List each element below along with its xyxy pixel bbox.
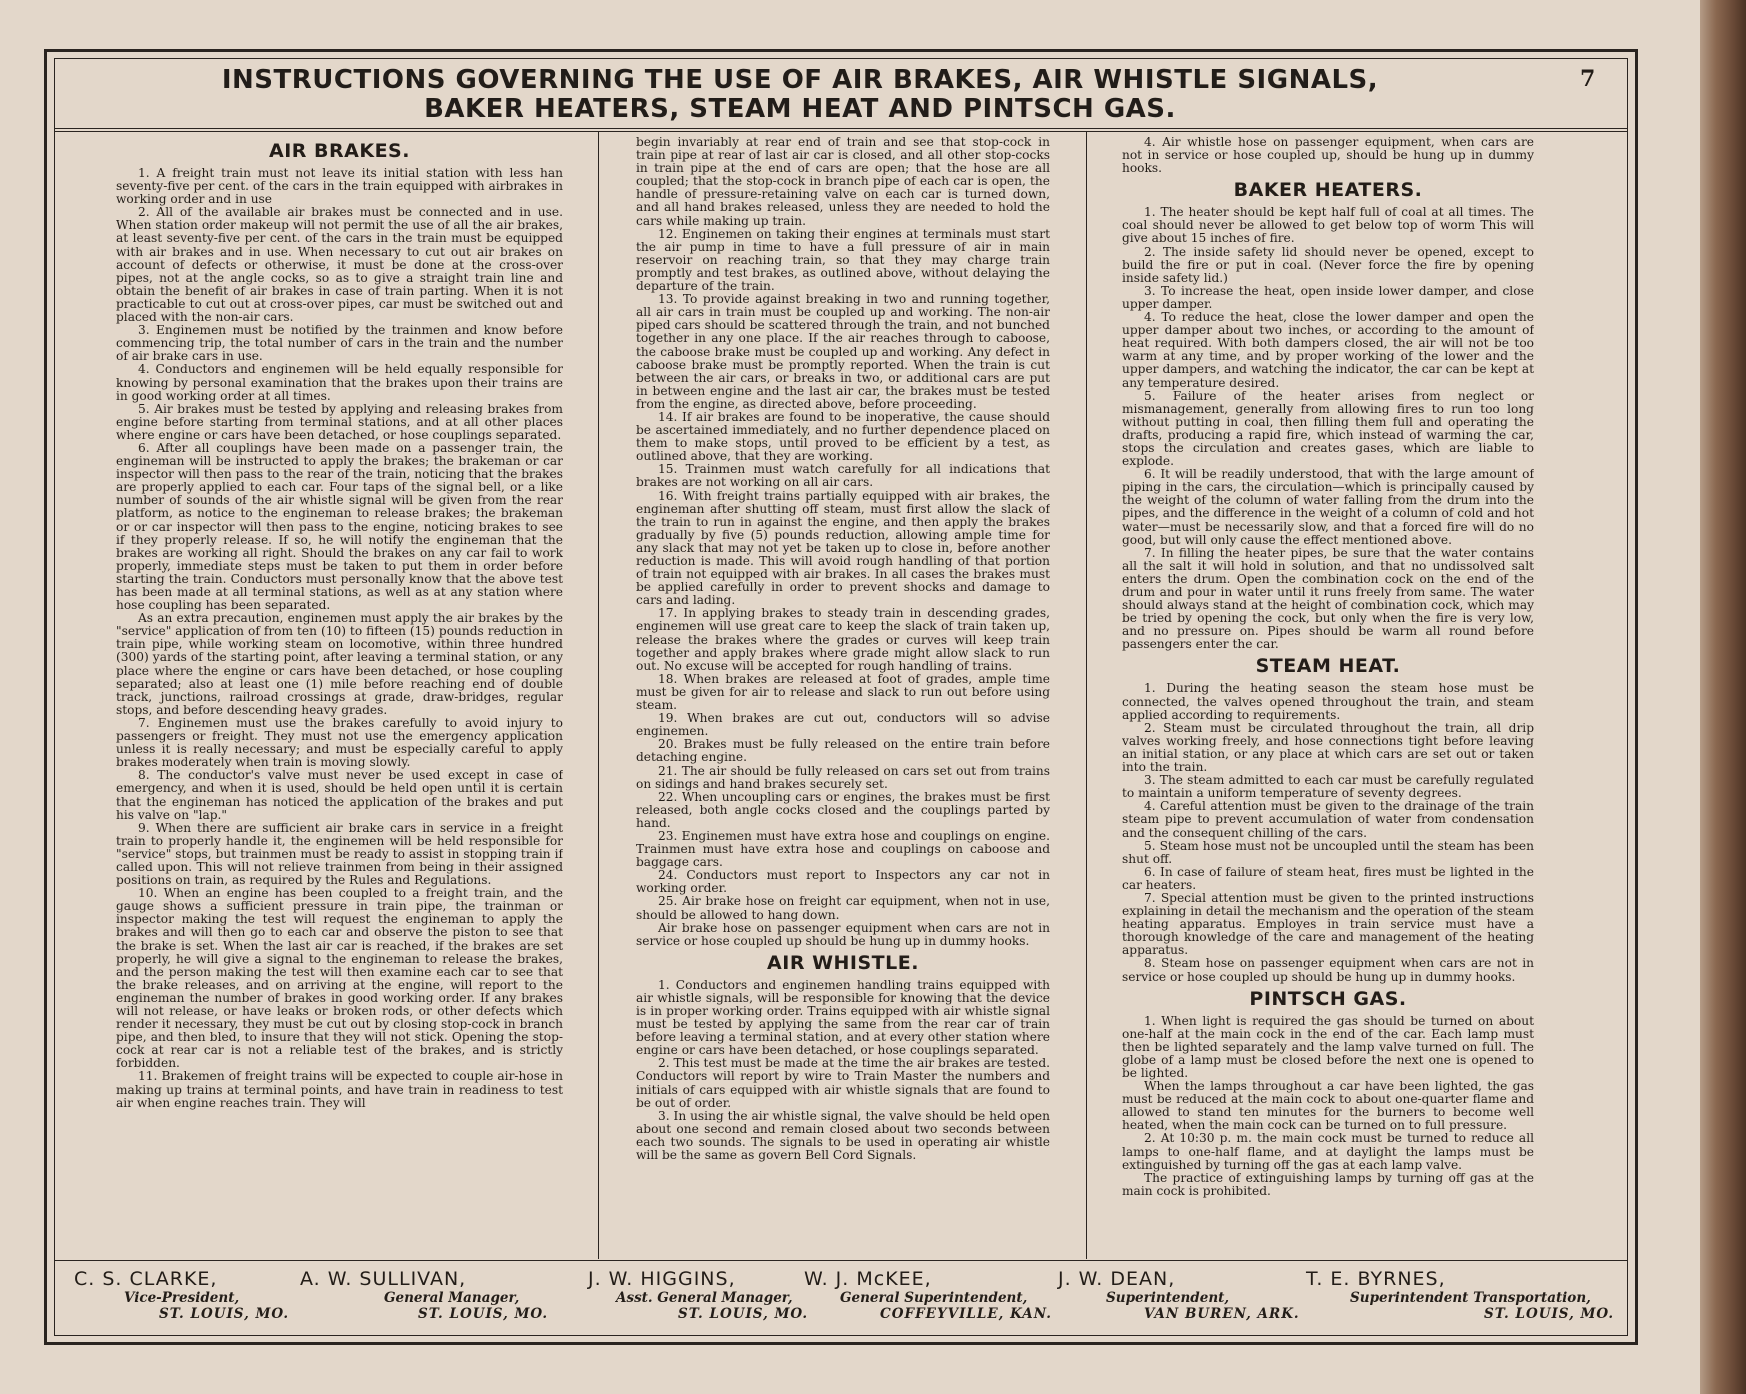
signature-name: T. E. BYRNES, xyxy=(1306,1268,1446,1290)
paragraph: 5. Failure of the heater arises from neglect or mismanagement, generally from allowing fires to run too long without putting in coal, then filling them full and operating the drafts, producing a rapid fire, which instead of warming the car, stops the circulation and creates gases, which are liable to explode. xyxy=(1122,388,1534,469)
paragraph: 7. Enginemen must use the brakes carefully to avoid injury to passengers or freight. They must not use the emergency application unless it is really necessary; and must be especially careful to apply brakes moderately when train is moving slowly. xyxy=(116,715,563,770)
paragraph: 21. The air should be fully released on cars set out from trains on sidings and hand brakes securely set. xyxy=(636,763,1050,791)
signature-city: VAN BUREN, ARK. xyxy=(1144,1306,1300,1322)
paragraph: 19. When brakes are cut out, conductors will so advise enginemen. xyxy=(636,711,1050,739)
section-heading-steam-heat: STEAM HEAT. xyxy=(1255,655,1401,678)
paragraph: 6. It will be readily understood, that with the large amount of piping in the cars, the circulation—which is principally caused by the weight of the column of water falling from the drum into the pipes, and the difference in the weight of a column of cold and hot water—must be necessarily slow, and that a forced fire will do no good, but will only cause the effect mentioned above. xyxy=(1122,467,1534,547)
paragraph: 1. During the heating season the steam hose must be connected, the valves opened throughout the train, and steam applied according to requirements. xyxy=(1122,681,1534,722)
signature-name: A. W. SULLIVAN, xyxy=(300,1268,467,1290)
steam-heat-paragraphs xyxy=(1122,682,1534,983)
column-heaters-gas xyxy=(1122,136,1534,1256)
paragraph: 7. In filling the heater pipes, be sure that the water contains all the salt it will hold in solution, and that no undissolved salt enters the drum. Open the combination cock on the end of the drum and pour in water until it runs freely from same. The water should always stand at the height of combination cock, which may be tried by opening the cock, but only when the fire is very low, and no pressure on. Pipes should be warm all round before passengers enter the car. xyxy=(1122,545,1534,652)
signature-title: Superintendent, xyxy=(1106,1290,1230,1306)
paragraph: 3. Enginemen must be notified by the trainmen and know before commencing trip, the total number of cars in the train and the number of air brake cars in use. xyxy=(116,323,563,364)
air-brakes-cont-paragraphs xyxy=(636,136,1050,948)
column-air-brakes-cont xyxy=(636,136,1050,1256)
paragraph: 7. Special attention must be given to the printed instructions explaining in detail the mechanism and the operation of the steam heating apparatus. Employes in train service must have a thorough knowledge of the care and management of the heating apparatus. xyxy=(1122,890,1534,958)
signature-clarke xyxy=(74,1268,304,1322)
book-spine xyxy=(1700,0,1746,1394)
section-heading-baker-heaters: BAKER HEATERS. xyxy=(1233,179,1423,202)
paragraph: When the lamps throughout a car have been lighted, the gas must be reduced at the main cock to about one-quarter flame and allowed to stand ten minutes for the burners to become well heated, when the main cock can be turned on to full pressure. xyxy=(1122,1079,1534,1133)
signature-mckee xyxy=(804,1268,1074,1322)
signature-name: C. S. CLARKE, xyxy=(74,1268,218,1290)
paragraph: 15. Trainmen must watch carefully for all indications that brakes are not working on all air cars. xyxy=(636,462,1050,490)
paragraph: 23. Enginemen must have extra hose and couplings on engine. Trainmen must have extra hose and couplings on caboose and baggage cars. xyxy=(636,828,1050,870)
paragraph: 6. In case of failure of steam heat, fires must be lighted in the car heaters. xyxy=(1122,864,1534,892)
paragraph: 11. Brakemen of freight trains will be expected to couple air-hose in making up trains at terminal points, and have train in readiness to test air when engine reaches train. They will xyxy=(116,1069,563,1110)
paragraph: 5. Steam hose must not be uncoupled until the steam has been shut off. xyxy=(1122,838,1534,866)
baker-heaters-paragraphs xyxy=(1122,206,1534,651)
title-divider xyxy=(54,128,1628,129)
signature-byrnes xyxy=(1300,1268,1616,1322)
section-heading-pintsch-gas: PINTSCH GAS. xyxy=(1249,987,1407,1010)
column-air-brakes xyxy=(116,136,563,1256)
paragraph: 8. The conductor's valve must never be used except in case of emergency, and when it is used, should be held open until it is certain that the engineman has noticed the application of the brakes and put his valve on "lap." xyxy=(116,768,563,822)
column-divider-2 xyxy=(1086,131,1087,1259)
paragraph: 9. When there are sufficient air brake cars in service in a freight train to properly handle it, the enginemen will be held responsible for "service" stops, but trainmen must be ready to assist in stopping train if called upon. This will not relieve trainmen from being in their assigned positions on train, as required by the Rules and Regulations. xyxy=(116,820,563,888)
signature-title: Superintendent Transportation, xyxy=(1350,1290,1591,1306)
footer-divider xyxy=(54,1260,1628,1261)
paragraph: 3. To increase the heat, open inside lower damper, and close upper damper. xyxy=(1122,283,1534,311)
title-line-1: INSTRUCTIONS GOVERNING THE USE OF AIR BRAKES, AIR WHISTLE SIGNALS, xyxy=(221,65,1379,95)
section-heading-air-whistle: AIR WHISTLE. xyxy=(767,951,919,974)
paragraph: 4. Conductors and enginemen will be held equally responsible for knowing by personal examination that the brakes upon their trains are in good working order at all times. xyxy=(116,362,563,403)
paragraph: 5. Air brakes must be tested by applying and releasing brakes from engine before starting from terminal stations, and at all other places where engine or cars have been detached, or hose couplings separated. xyxy=(116,401,563,442)
page-number: 7 xyxy=(1580,66,1596,92)
signature-city: ST. LOUIS, MO. xyxy=(678,1306,809,1322)
paragraph: As an extra precaution, enginemen must apply the air brakes by the "service" application of from ten (10) to fifteen (15) pounds reduction in train pipe, while working steam on locomotive, within three hundred (300) yards of the starting point, after leaving a terminal station, or any place where the engine or cars have been detached, or hose coupling separated; also at least one (1) mile before reaching end of double track, junctions, railroad crossings at grade, draw-bridges, regular stops, and before descending heavy grades. xyxy=(116,611,563,717)
paragraph: 4. Air whistle hose on passenger equipment, when cars are not in service or hose coupled up, should be hung up in dummy hooks. xyxy=(1122,136,1534,176)
section-heading-air-brakes: AIR BRAKES. xyxy=(269,140,410,162)
paragraph: 14. If air brakes are found to be inoperative, the cause should be ascertained immediately, and no further dependence placed on them to make stops, until proved to be efficient by a test, as outlined above, that they are working. xyxy=(636,409,1050,464)
paragraph: 10. When an engine has been coupled to a freight train, and the gauge shows a sufficient pressure in train pipe, the trainman or inspector making the test will request the engineman to apply the brakes and will then go to each car and observe the piston to see that the brake is set. When the last air car is reached, if the brakes are set properly, he will give a signal to the engineman to release the brakes, and the person making the test will then examine each car to see that the brake releases, and on arriving at the engine, will report to the engineman the number of brakes in good working order. If any brakes will not release, or have leaks or broken rods, or other defects which render it necessary, they must be cut out by closing stop-cock in branch pipe, and then bled, to insure that they will not stick. Opening the stop-cock at rear car is not a reliable test of the brakes, and is strictly forbidden. xyxy=(116,886,563,1071)
paragraph: 2. At 10:30 p. m. the main cock must be turned to reduce all lamps to one-half flame, and at daylight the lamps must be extinguished by turning off the gas at each lamp valve. xyxy=(1122,1131,1534,1172)
paragraph: 2. Steam must be circulated throughout the train, all drip valves working freely, and hose connections tight before leaving an initial station, or any place at which cars are set out or taken into the train. xyxy=(1122,720,1534,775)
signature-name: J. W. HIGGINS, xyxy=(588,1268,736,1290)
air-whistle-paragraphs xyxy=(636,979,1050,1162)
signature-name: J. W. DEAN, xyxy=(1058,1268,1176,1290)
signature-title: Asst. General Manager, xyxy=(616,1290,793,1306)
paragraph: 3. In using the air whistle signal, the valve should be held open about one second and remain closed about two seconds between each two sounds. The signals to be used in operating air whistle will be the same as govern Bell Cord Signals. xyxy=(636,1108,1050,1163)
paragraph: 1. Conductors and enginemen handling trains equipped with air whistle signals, will be responsible for knowing that the device is in proper working order. Trains equipped with air whistle signal must be tested by applying the same from the rear car of train before leaving a terminal station, and at every other station where engine or cars have been detached, or hose couplings separated. xyxy=(636,977,1050,1058)
paragraph: 18. When brakes are released at foot of grades, ample time must be given for air to release and slack to run out before using steam. xyxy=(636,671,1050,713)
column-divider-1 xyxy=(598,131,599,1259)
paragraph: Air brake hose on passenger equipment when cars are not in service or hose coupled up should be hung up in dummy hooks. xyxy=(636,920,1050,948)
paragraph: 1. A freight train must not leave its initial station with less han seventy-five per cent. of the cars in the train equipped with airbrakes in working order and in use xyxy=(116,166,563,207)
paragraph: 16. With freight trains partially equipped with air brakes, the engineman after shutting off steam, must first allow the slack of the train to run in against the engine, and then apply the brakes gradually by five (5) pounds reduction, allowing ample time for any slack that may not yet be taken up to close in, before another reduction is made. This will avoid rough handling of that portion of train not equipped with air brakes. In all cases the brakes must be applied carefully in order to prevent shocks and damage to cars and lading. xyxy=(636,488,1050,608)
paragraph: 4. To reduce the heat, close the lower damper and open the upper damper about two inches, or according to the amount of heat required. With both dampers closed, the air will not be too warm at any time, and by proper working of the lower and the upper dampers, and watching the indicator, the car can be kept at any temperature desired. xyxy=(1122,310,1534,390)
paragraph: 2. The inside safety lid should never be opened, except to build the fire or put in coal. (Never force the fire by opening inside safety lid.) xyxy=(1122,244,1534,285)
paragraph: 6. After all couplings have been made on a passenger train, the engineman will be instructed to apply the brakes; the brakeman or car inspector will then pass to the rear of the train, noticing that the brakes are properly applied to each car. Four taps of the signal bell, or a like number of sounds of the air whistle signal will be given from the rear platform, as notice to the engineman to release brakes; the brakeman or or car inspector will then pass to the engine, noticing brakes to see if they properly release. If so, he will notify the engineman that the brakes are working all right. Should the brakes on any car fail to work properly, immediate steps must be taken to put them in order before starting the train. Conductors must personally know that the above test has been made at all terminal stations, as well as at any station where hose coupling has been separated. xyxy=(116,440,563,613)
signature-city: ST. LOUIS, MO. xyxy=(418,1306,549,1322)
signature-city: ST. LOUIS, MO. xyxy=(1484,1306,1615,1322)
signature-city: ST. LOUIS, MO. xyxy=(159,1306,290,1322)
title-line-2: BAKER HEATERS, STEAM HEAT AND PINTSCH GAS. xyxy=(424,94,1176,124)
signature-title: General Manager, xyxy=(384,1290,520,1306)
paragraph: The practice of extinguishing lamps by turning off gas at the main cock is prohibited. xyxy=(1122,1170,1534,1198)
signature-city: COFFEYVILLE, KAN. xyxy=(880,1306,1052,1322)
signature-title: Vice-President, xyxy=(124,1290,240,1306)
air-brakes-paragraphs xyxy=(116,167,563,1110)
signature-higgins xyxy=(588,1268,828,1322)
page-title xyxy=(120,66,1480,124)
pintsch-gas-paragraphs xyxy=(1122,1015,1534,1198)
paragraph: 4. Careful attention must be given to the drainage of the train steam pipe to prevent accumulation of water from condensation and the consequent chilling of the cars. xyxy=(1122,799,1534,840)
paragraph: 2. All of the available air brakes must be connected and in use. When station order makeup will not permit the use of all the air brakes, at least seventy-five per cent. of the cars in the train must be equipped with air brakes and in use. When necessary to cut out air brakes on account of defects or otherwise, it must be done at the cross-over pipes, not at the angle cocks, so as to give a straight train line and obtain the benefit of air brakes in case of train parting. When it is not practicable to cut out at cross-over pipes, car must be switched out and placed with the non-air cars. xyxy=(116,205,563,325)
paragraph: 25. Air brake hose on freight car equipment, when not in use, should be allowed to hang down. xyxy=(636,894,1050,922)
signature-sullivan xyxy=(300,1268,570,1322)
paragraph: 12. Enginemen on taking their engines at terminals must start the air pump in time to have a full pressure of air in main reservoir on reaching train, so that they may charge train promptly and test brakes, as outlined above, without delaying the departure of the train. xyxy=(636,226,1050,294)
signature-title: General Superintendent, xyxy=(840,1290,1028,1306)
paragraph: 1. When light is required the gas should be turned on about one-half at the main cock in the end of the car. Each lamp must then be lighted separately and the lamp valve turned on full. The globe of a lamp must be closed before the next one is opened to be lighted. xyxy=(1122,1013,1534,1080)
paragraph: 13. To provide against breaking in two and running together, all air cars in train must be coupled up and working. The non-air piped cars should be scattered through the train, and not bunched together in any one place. If the air reaches through to caboose, the caboose brake must be coupled up and working. Any defect in caboose brake must be promptly reported. When the train is cut between the air cars, or breaks in two, or additional cars are put in between engine and the last air car, the brakes must be tested from the engine, as directed above, before proceeding. xyxy=(636,292,1050,411)
paragraph: 20. Brakes must be fully released on the entire train before detaching engine. xyxy=(636,737,1050,765)
paragraph: 8. Steam hose on passenger equipment when cars are not in service or hose coupled up should be hung up in dummy hooks. xyxy=(1122,956,1534,984)
paragraph: 24. Conductors must report to Inspectors any car not in working order. xyxy=(636,868,1050,896)
paragraph: 2. This test must be made at the time the air brakes are tested. Conductors will report by wire to Train Master the numbers and initials of cars equipped with air whistle signals that are found to be out of order. xyxy=(636,1056,1050,1110)
signature-dean xyxy=(1058,1268,1308,1322)
title-divider-inner xyxy=(54,131,1628,132)
paragraph: 3. The steam admitted to each car must be carefully regulated to maintain a uniform temperature of seventy degrees. xyxy=(1122,773,1534,801)
paragraph: 17. In applying brakes to steady train in descending grades, enginemen will use great care to keep the slack of train taken up, release the brakes where the grades or curves will keep train together and apply brakes where grade might allow slack to run out. No excuse will be accepted for rough handling of trains. xyxy=(636,606,1050,673)
paragraph: 1. The heater should be kept half full of coal at all times. The coal should never be allowed to get below top of worm This will give about 15 inches of fire. xyxy=(1122,205,1534,246)
paragraph: begin invariably at rear end of train and see that stop-cock in train pipe at rear of last air car is closed, and all other stop-cocks in train pipe at the end of cars are open; that the hose are all coupled; that the stop-cock in branch pipe of each car is open, the handle of pressure-retaining valve on each car is turned down, and all hand brakes released, unless they are needed to hold the cars while making up train. xyxy=(636,136,1050,228)
paragraph: 22. When uncoupling cars or engines, the brakes must be first released, both angle cocks closed and the couplings parted by hand. xyxy=(636,789,1050,830)
signature-name: W. J. McKEE, xyxy=(804,1268,932,1290)
air-whistle-cont-paragraphs xyxy=(1122,136,1534,175)
